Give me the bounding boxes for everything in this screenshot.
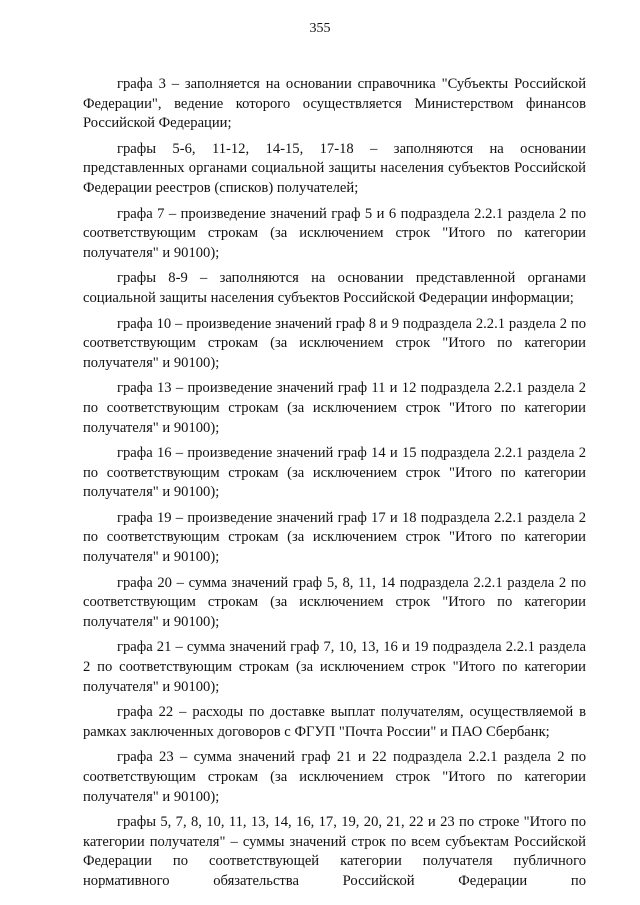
paragraph-grafa-19: графа 19 – произведение значений граф 17 и 18 подраздела 2.2.1 раздела 2 по соответствующим строкам (за исключением строк "Итого по категории получателя" и 90100); bbox=[83, 509, 586, 566]
paragraph-grafa-23: графа 23 – сумма значений граф 21 и 22 подраздела 2.2.1 раздела 2 по соответствующим строкам (за исключением строк "Итого по категории получателя" и 90100); bbox=[83, 749, 586, 805]
paragraph-grafy-8-9: графы 8-9 – заполняются на основании представленной органами социальной защиты населения субъектов Российской Федерации информации; bbox=[83, 270, 586, 306]
paragraph-grafa-20: графа 20 – сумма значений граф 5, 8, 11, 14 подраздела 2.2.1 раздела 2 по соответствующим строкам (за исключением строк "Итого по категории получателя" и 90100); bbox=[83, 574, 586, 630]
paragraph-grafa-16: графа 16 – произведение значений граф 14 и 15 подраздела 2.2.1 раздела 2 по соответствующим строкам (за исключением строк "Итого по категории получателя" и 90100); bbox=[83, 445, 586, 501]
paragraph-grafy-5-18: графы 5-6, 11-12, 14-15, 17-18 – заполняются на основании представленных органами социальной защиты населения субъектов Российской Федерации реестров (списков) получателей; bbox=[83, 140, 586, 196]
paragraph-grafa-13: графа 13 – произведение значений граф 11 и 12 подраздела 2.2.1 раздела 2 по соответствующим строкам (за исключением строк "Итого по категории получателя" и 90100); bbox=[83, 380, 586, 436]
paragraph-grafa-21: графа 21 – сумма значений граф 7, 10, 13, 16 и 19 подраздела 2.2.1 раздела 2 по соответствующим строкам (за исключением строк "Итого по категории получателя" и 90100); bbox=[83, 639, 586, 695]
page-number: 355 bbox=[309, 21, 331, 36]
paragraph-grafy-itogo: графы 5, 7, 8, 10, 11, 13, 14, 16, 17, 19, 20, 21, 22 и 23 по строке "Итого по категории получателя" – суммы значений строк по всем субъектам Российской Федерации по соответствующей категории получателя публичного нормативного обязательства Российской Федерации по bbox=[83, 814, 586, 889]
paragraph-grafa-10: графа 10 – произведение значений граф 8 и 9 подраздела 2.2.1 раздела 2 по соответствующим строкам (за исключением строк "Итого по категории получателя" и 90100); bbox=[83, 315, 586, 371]
paragraph-grafa-22: графа 22 – расходы по доставке выплат получателям, осуществляемой в рамках заключенных договоров с ФГУП "Почта России" и ПАО Сбербанк; bbox=[83, 704, 586, 740]
document-body bbox=[83, 75, 586, 892]
paragraph-grafa-7: графа 7 – произведение значений граф 5 и 6 подраздела 2.2.1 раздела 2 по соответствующим строкам (за исключением строк "Итого по категории получателя" и 90100); bbox=[83, 205, 586, 261]
paragraph-grafa-3: графа 3 – заполняется на основании справочника "Субъекты Российской Федерации", ведение которого осуществляется Министерством финансов Российской Федерации; bbox=[83, 76, 586, 132]
